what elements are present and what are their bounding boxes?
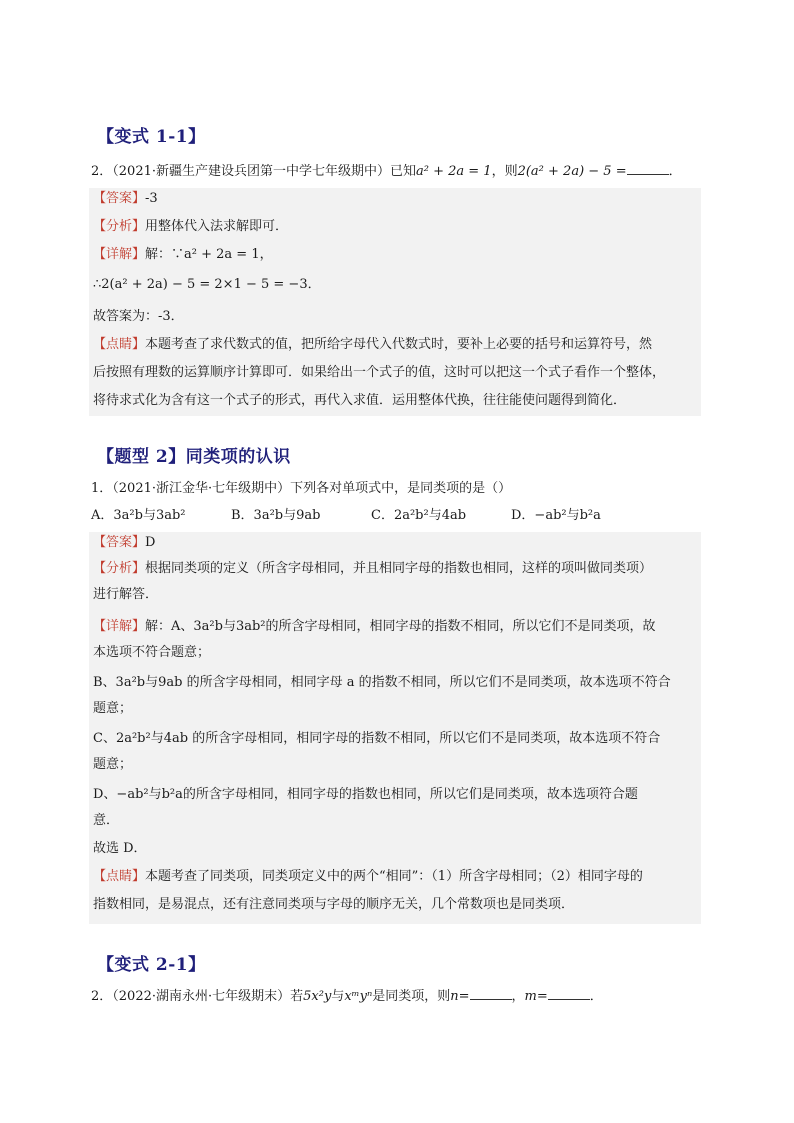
answer-value: D xyxy=(145,535,156,550)
comment-tag: 【点睛】 xyxy=(93,337,146,352)
option-a[interactable]: A．3a²b与3ab² xyxy=(91,508,186,523)
separator: ， xyxy=(511,989,525,1004)
variant-1-1-heading: 【变式 1-1】 xyxy=(97,127,206,147)
answer-value: -3 xyxy=(145,191,158,206)
answer-tag: 【答案】 xyxy=(93,535,146,550)
detail-line-d2: 意． xyxy=(93,813,120,828)
detail-line-a1 xyxy=(93,616,656,638)
question-mid-2: 是同类项，则 xyxy=(372,989,451,1004)
detail-tag: 【详解】 xyxy=(93,247,146,262)
comment-text-1: 本题考查了同类项，同类项定义中的两个“相同”：（1）所含字母相同；（2）相同字母的 xyxy=(145,869,643,884)
type-2-solution xyxy=(89,532,701,924)
question-math-2: xᵐyⁿ xyxy=(344,989,373,1004)
var-m: m xyxy=(524,989,537,1004)
analysis-line-1 xyxy=(93,558,652,580)
detail-line-a2: 本选项不符合题意； xyxy=(93,645,211,660)
comment-line-1 xyxy=(93,866,643,888)
detail-line-b1: B、3a²b与9ab 的所含字母相同，相同字母 a 的指数不相同，所以它们不是同类项，故本选项不符合 xyxy=(93,675,671,690)
var-n: n xyxy=(450,989,459,1004)
comment-line-2: 指数相同，是易混点，还有注意同类项与字母的顺序无关，几个常数项也是同类项． xyxy=(93,897,575,912)
question-prefix: 2．（2022·湖南永州·七年级期末）若 xyxy=(91,989,304,1004)
question-math: a² + 2a = 1 xyxy=(416,164,492,179)
variant-2-1-question xyxy=(91,985,603,1008)
type-2-heading: 【题型 2】同类项的认识 xyxy=(97,447,291,467)
detail-line-b2: 题意； xyxy=(93,701,133,716)
answer-line xyxy=(93,532,155,554)
type-2-question: 1．（2021·浙江金华·七年级期中）下列各对单项式中，是同类项的是（） xyxy=(91,481,512,496)
question-end: ． xyxy=(589,989,603,1004)
analysis-text: 用整体代入法求解即可． xyxy=(145,219,289,234)
comment-line-3: 将待求式化为含有这一个式子的形式，再代入求值．运用整体代换，往往能使问题得到简化． xyxy=(93,393,627,408)
variant-2-1-heading: 【变式 2-1】 xyxy=(97,955,206,975)
question-end: ． xyxy=(668,164,682,179)
detail-line-c1: C、2a²b²与4ab 的所含字母相同，相同字母的指数不相同，所以它们不是同类项，故本选项不符合 xyxy=(93,731,661,746)
detail-tag: 【详解】 xyxy=(93,619,146,634)
answer-line xyxy=(93,188,158,210)
answer-blank[interactable] xyxy=(627,160,669,175)
detail-line xyxy=(93,244,273,266)
comment-tag: 【点睛】 xyxy=(93,869,146,884)
option-c[interactable]: C．2a²b²与4ab xyxy=(371,508,467,523)
analysis-line xyxy=(93,216,288,238)
eq-m: = xyxy=(536,989,548,1004)
analysis-text-1: 根据同类项的定义（所含字母相同，并且相同字母的指数也相同，这样的项叫做同类项） xyxy=(145,561,653,576)
comment-text-1: 本题考查了求代数式的值，把所给字母代入代数式时，要补上必要的括号和运算符号，然 xyxy=(145,337,653,352)
question-math-1: 5x²y xyxy=(303,989,332,1004)
question-mid-1: 与 xyxy=(331,989,345,1004)
option-d[interactable]: D．−ab²与b²a xyxy=(511,508,601,523)
conclusion-line: 故答案为：-3． xyxy=(93,309,184,324)
answer-tag: 【答案】 xyxy=(93,191,146,206)
analysis-line-2: 进行解答． xyxy=(93,587,159,602)
detail-text-a1: 解：A、3a²b与3ab²的所含字母相同，相同字母的指数不相同，所以它们不是同类项，故 xyxy=(145,619,656,634)
variant-1-1-solution xyxy=(89,188,701,416)
eq-n: = xyxy=(458,989,470,1004)
detail-text: 解：∵a² + 2a = 1， xyxy=(145,247,273,262)
n-answer-blank[interactable] xyxy=(470,985,512,1000)
comment-line-2: 后按照有理数的运算顺序计算即可．如果给出一个式子的值，这时可以把这一个式子看作一个整体， xyxy=(93,365,666,380)
m-answer-blank[interactable] xyxy=(548,985,590,1000)
question-prefix: 2．（2021·新疆生产建设兵团第一中学七年级期中）已知 xyxy=(91,164,416,179)
detail-line-d1: D、−ab²与b²a的所含字母相同，相同字母的指数也相同，所以它们是同类项，故本选项符合题 xyxy=(93,787,638,802)
variant-1-1-question xyxy=(91,160,682,183)
comment-line-1 xyxy=(93,334,652,356)
analysis-tag: 【分析】 xyxy=(93,561,146,576)
conclusion-line: 故选 D． xyxy=(93,841,147,856)
analysis-tag: 【分析】 xyxy=(93,219,146,234)
question-expr: 2(a² + 2a) − 5 = xyxy=(517,164,627,179)
detail-line-c2: 题意； xyxy=(93,757,133,772)
question-mid: ，则 xyxy=(491,164,518,179)
option-b[interactable]: B．3a²b与9ab xyxy=(231,508,321,523)
detail-line-2: ∴2(a² + 2a) − 5 = 2×1 − 5 = −3． xyxy=(93,277,321,292)
